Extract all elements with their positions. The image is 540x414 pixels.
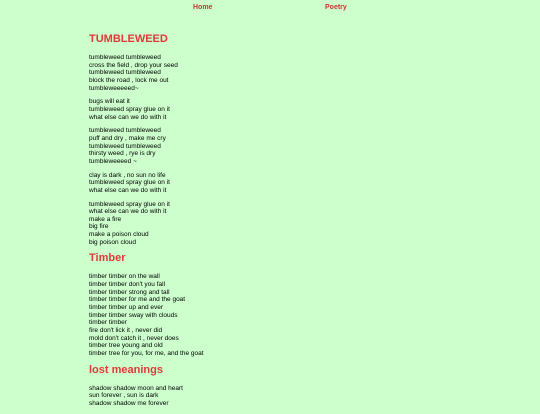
poem-line: timber timber sway with clouds xyxy=(89,311,178,319)
poem-line: tumbleweeeeed~ xyxy=(89,84,139,92)
poems-content xyxy=(89,33,389,414)
poem-line: timber timber don't you fall xyxy=(89,281,166,289)
poem-line: puff and dry , make me cry xyxy=(89,134,166,142)
poem-line: tumbleweed spray glue on it xyxy=(89,179,170,187)
poem-line: tumbleweed spray glue on it xyxy=(89,105,170,113)
poem-line: tumbleweed tumbleweed xyxy=(89,142,161,150)
poem-title: Timber xyxy=(89,252,126,265)
poem-lost-meanings xyxy=(89,364,389,408)
poem-line: tumbleweed tumbleweed xyxy=(89,69,161,77)
poem-line: tumbleweed spray glue on it xyxy=(89,200,170,208)
poem-line: make a fire xyxy=(89,215,122,223)
stanza xyxy=(89,385,389,408)
stanza xyxy=(89,127,389,165)
poem-title: TUMBLEWEED xyxy=(89,33,168,45)
poem-line: what else can we do with it xyxy=(89,186,167,194)
poem-timber xyxy=(89,252,389,357)
poem-line: cross the field , drop your seed xyxy=(89,61,178,69)
poem-line: thirsty weed , rye is dry xyxy=(89,150,156,158)
poem-line: bugs will eat it xyxy=(89,98,130,106)
poem-line: timber timber up and ever xyxy=(89,304,164,312)
nav-link-poetry[interactable]: Poetry xyxy=(325,4,347,11)
poem-line: big fire xyxy=(89,223,109,231)
poem-line: timber timber xyxy=(89,319,127,327)
poem-line: shadow shadow me forever xyxy=(89,399,169,407)
poem-line: tumbleweeeed ~ xyxy=(89,157,137,165)
poem-line: shadow shadow moon and heart xyxy=(89,384,183,392)
poem-line: what else can we do with it xyxy=(89,113,167,121)
poem-line: big poison cloud xyxy=(89,238,136,246)
stanza xyxy=(89,201,389,247)
poem-line: timber tree young and old xyxy=(89,342,163,350)
stanza xyxy=(89,273,389,357)
top-navigation xyxy=(0,4,540,14)
stanza xyxy=(89,54,389,92)
poem-line: mold don't catch it , never does xyxy=(89,334,179,342)
poem-line: tumbleweed tumbleweed xyxy=(89,127,161,135)
stanza xyxy=(89,172,389,195)
poem-line: timber timber for me and the goat xyxy=(89,296,186,304)
poem-line: timber timber strong and tall xyxy=(89,288,170,296)
poem-line: what else can we do with it xyxy=(89,208,167,216)
poem-title: lost meanings xyxy=(89,363,163,376)
poem-line: timber tree for you, for me, and the goat xyxy=(89,350,204,357)
poem-line: make a poison cloud xyxy=(89,231,149,239)
poem-line: timber timber on the wall xyxy=(89,273,160,281)
nav-link-home[interactable]: Home xyxy=(193,4,213,11)
poem-line: fire don't lick it , never did xyxy=(89,327,163,335)
poem-line: tumbleweed tumbleweed xyxy=(89,54,161,61)
poem-tumbleweed xyxy=(89,33,389,246)
poem-line: block the road , lock me out xyxy=(89,76,169,84)
poem-line: sun forever , sun is dark xyxy=(89,392,159,400)
poem-line: clay is dark , no sun no life xyxy=(89,171,166,179)
stanza xyxy=(89,98,389,121)
